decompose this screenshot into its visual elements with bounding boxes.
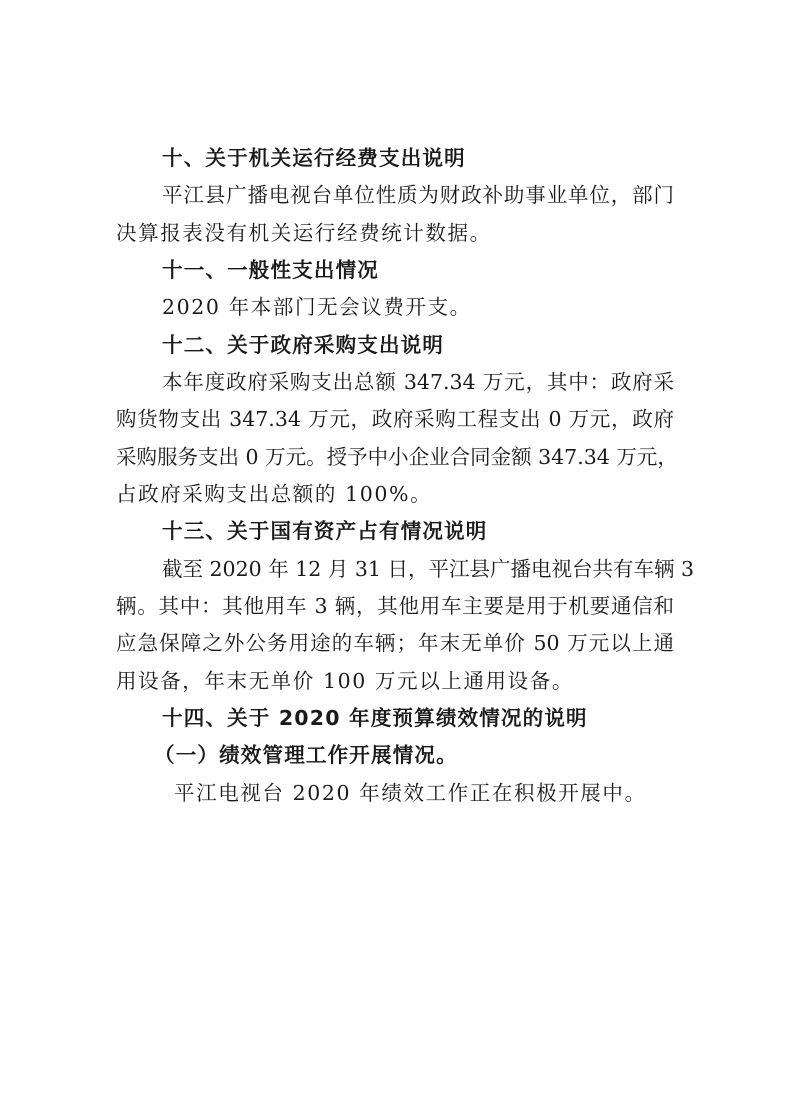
section-11-para-line: 2020 年本部门无会议费开支。	[162, 295, 472, 319]
section-11-heading: 十一、一般性支出情况	[162, 258, 379, 282]
section-13-para-line: 辆。其中：其他用车 3 辆，其他用车主要是用于机要通信和	[116, 594, 674, 618]
section-12-heading: 十二、关于政府采购支出说明	[162, 333, 445, 357]
section-10-para-line: 平江县广播电视台单位性质为财政补助事业单位，部门	[162, 183, 674, 207]
section-12-para-line: 采购服务支出 0 万元。授予中小企业合同金额 347.34 万元，	[116, 445, 678, 469]
section-13-para-line: 应急保障之外公务用途的车辆；年末无单价 50 万元以上通	[116, 631, 674, 655]
section-12-para-line: 占政府采购支出总额的 100%。	[116, 482, 433, 506]
section-10-para-line: 决算报表没有机关运行经费统计数据。	[116, 221, 492, 245]
section-12-para-line: 购货物支出 347.34 万元，政府采购工程支出 0 万元，政府	[116, 407, 674, 431]
section-14-heading: 十四、关于 2020 年度预算绩效情况的说明	[162, 706, 588, 730]
section-12-para-line: 本年度政府采购支出总额 347.34 万元，其中：政府采	[162, 370, 674, 394]
section-14-para-line: 平江电视台 2020 年绩效工作正在积极开展中。	[174, 781, 647, 805]
section-13-para-line: 用设备，年末无单价 100 万元以上通用设备。	[116, 669, 574, 693]
section-13-para-line: 截至 2020 年 12 月 31 日，平江县广播电视台共有车辆 3	[162, 557, 694, 581]
section-13-heading: 十三、关于国有资产占有情况说明	[162, 519, 488, 543]
section-14-subheading: （一）绩效管理工作开展情况。	[154, 743, 458, 767]
section-10-heading: 十、关于机关运行经费支出说明	[162, 146, 466, 170]
